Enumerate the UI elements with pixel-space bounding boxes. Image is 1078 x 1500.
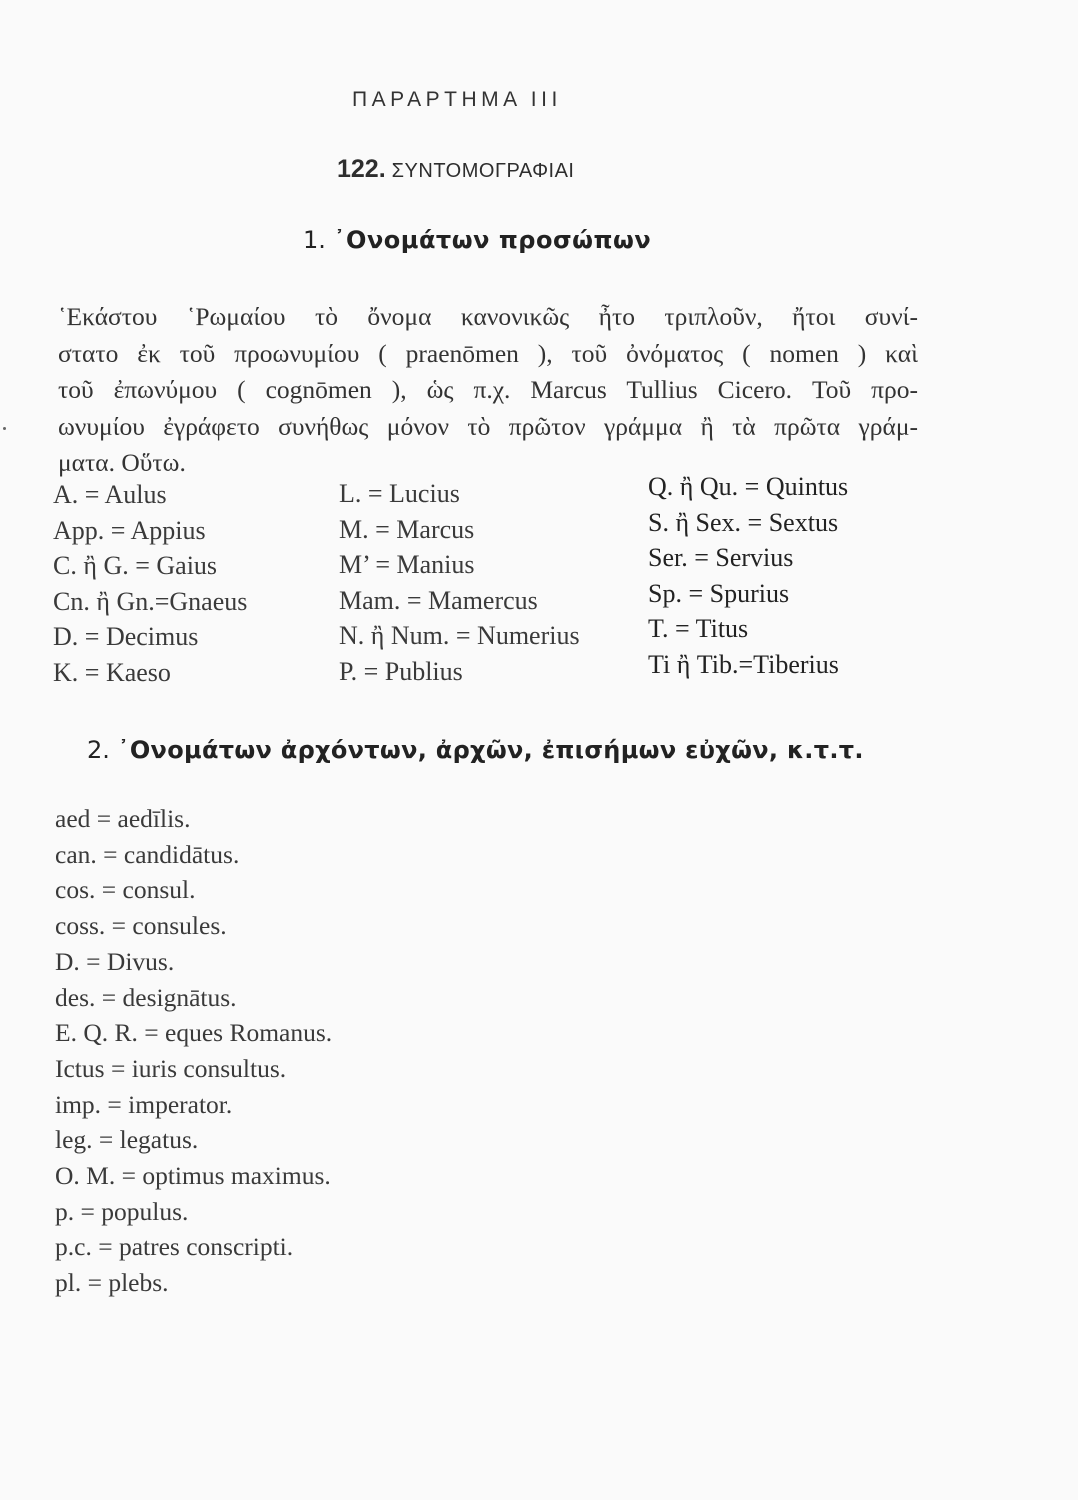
list-item: aed = aedīlis. xyxy=(55,804,191,833)
list-item: T. = Titus xyxy=(648,614,749,644)
list-item: Ictus = iuris consultus. xyxy=(55,1053,287,1083)
list-item: M’ = Manius xyxy=(339,550,475,580)
list-item: Cn. ἢ Gn.=Gnaeus xyxy=(53,586,248,616)
list-item: p.c. = patres conscripti. xyxy=(55,1232,294,1262)
list-item: S. ἢ Sex. = Sextus xyxy=(648,507,839,537)
subheading-official-titles xyxy=(87,736,864,764)
list-item: D. = Divus. xyxy=(55,946,175,976)
list-item: imp. = imperator. xyxy=(55,1089,233,1119)
subheading-title: ᾿Ονομάτων προσώπων xyxy=(333,226,652,254)
paragraph-line: ματα. Οὕτω. xyxy=(58,448,186,477)
list-item: K. = Kaeso xyxy=(53,657,171,687)
list-item: L. = Lucius xyxy=(339,479,460,508)
list-item: D. = Decimus xyxy=(53,622,199,652)
praenomen-column-1 xyxy=(53,477,247,691)
list-item: O. M. = optimus maximus. xyxy=(55,1161,331,1191)
list-item: cos. = consul. xyxy=(55,875,196,905)
subheading-number: 2. xyxy=(87,736,110,764)
subheading-personal-names xyxy=(303,226,651,254)
section-title: ΣΥΝΤΟΜΟΓΡΑΦΙΑΙ xyxy=(391,160,575,182)
section-number: 122. xyxy=(337,155,386,183)
list-item: pl. = plebs. xyxy=(55,1268,169,1298)
margin-speck xyxy=(3,427,6,430)
list-item: A. = Aulus xyxy=(53,480,167,509)
list-item: coss. = consules. xyxy=(55,911,227,941)
list-item: Sp. = Spurius xyxy=(648,578,790,608)
abbreviation-list xyxy=(55,801,332,1301)
list-item: P. = Publius xyxy=(339,656,463,686)
list-item: C. ἢ G. = Gaius xyxy=(53,551,218,581)
paragraph-line: ωνυμίου ἐγράφετο συνήθως μόνον τὸ πρῶτον γράμμα ἢ τὰ πρῶτα γράμ- xyxy=(58,411,918,441)
list-item: des. = designātus. xyxy=(55,982,237,1012)
subheading-number: 1. xyxy=(303,226,326,254)
list-item: Ser. = Servius xyxy=(648,543,794,573)
paragraph-line: ῾Εκάστου ῾Ρωμαίου τὸ ὄνομα κανονικῶς ἦτο τριπλοῦν, ἤτοι συνί- xyxy=(58,302,918,331)
list-item: N. ἢ Num. = Numerius xyxy=(339,621,580,651)
list-item: p. = populus. xyxy=(55,1196,189,1226)
paragraph-line: στατο ἐκ τοῦ προωνυμίου ( praenōmen ), τοῦ ὀνόματος ( nomen ) καὶ xyxy=(58,338,918,368)
list-item: Ti ἢ Tib.=Tiberius xyxy=(648,649,839,679)
list-item: Q. ἢ Qu. = Quintus xyxy=(648,472,849,501)
list-item: leg. = legatus. xyxy=(55,1125,199,1155)
praenomen-column-3 xyxy=(648,469,848,683)
subheading-title: ᾿Ονομάτων ἀρχόντων, ἀρχῶν, ἐπισήμων εὐχῶν, κ.τ.τ. xyxy=(117,736,864,764)
section-heading xyxy=(337,155,575,184)
appendix-title: ΠΑΡΑΡΤΗΜΑ ΙΙΙ xyxy=(352,88,562,111)
list-item: Mam. = Mamercus xyxy=(339,585,538,615)
intro-paragraph xyxy=(58,299,918,482)
list-item: can. = candidātus. xyxy=(55,839,240,869)
paragraph-line: τοῦ ἐπωνύμου ( cognōmen ), ὡς π.χ. Marcus Tullius Cicero. Τοῦ προ- xyxy=(58,375,918,404)
list-item: E. Q. R. = eques Romanus. xyxy=(55,1018,333,1048)
praenomen-column-2 xyxy=(339,476,580,690)
list-item: App. = Appius xyxy=(53,515,206,545)
list-item: M. = Marcus xyxy=(339,514,475,544)
